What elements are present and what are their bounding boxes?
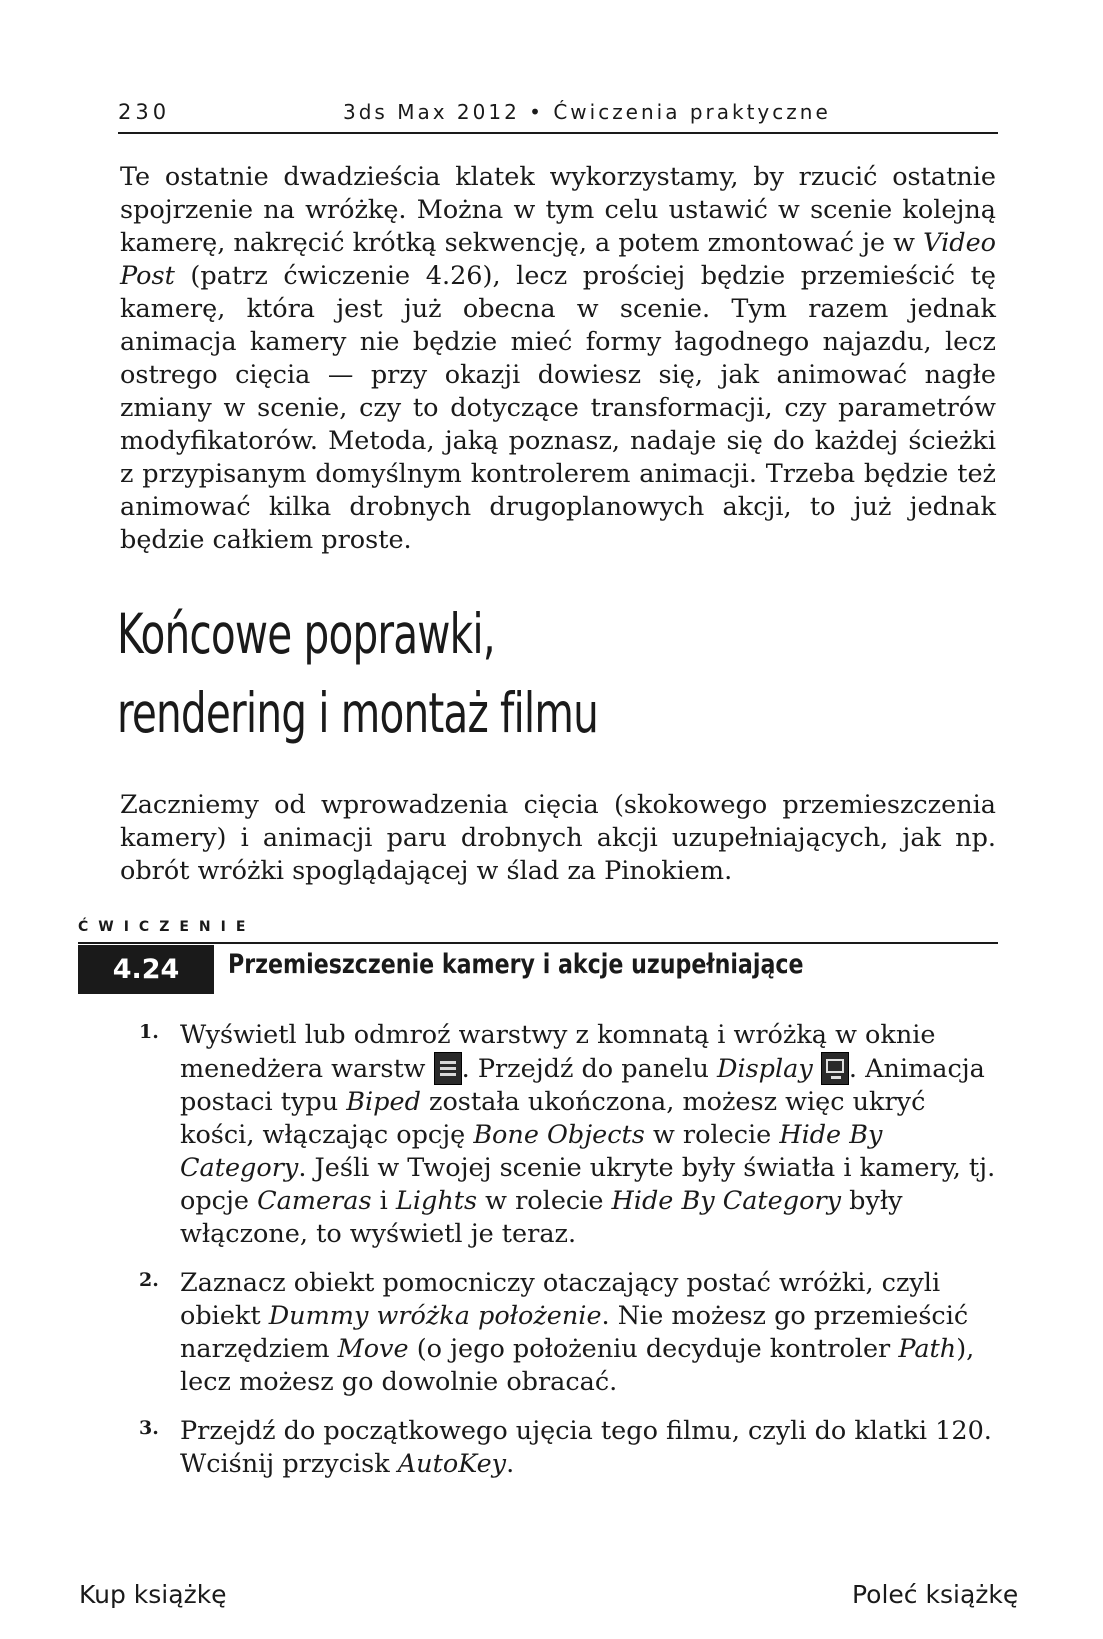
running-header — [118, 96, 998, 134]
step-text-part: . — [506, 1449, 515, 1479]
step-emphasis: Lights — [395, 1186, 478, 1216]
step-text-part: były włączone, to wyświetl je teraz. — [180, 1186, 903, 1249]
step-text-part: została ukończona, możesz więc ukryć kości, włączając opcję — [180, 1087, 926, 1150]
section-title-line2: rendering i montaż filmu — [117, 681, 598, 745]
step-2 — [130, 1267, 1000, 1399]
step-text-part: ), lecz możesz go dowolnie obracać. — [180, 1334, 975, 1397]
step-text-part: w rolecie — [477, 1186, 612, 1216]
exercise-title: Przemieszczenie kamery i akcje uzupełniające — [228, 949, 804, 980]
step-text-part: i — [371, 1186, 396, 1216]
step-3 — [130, 1415, 1000, 1481]
step-emphasis: Display — [717, 1054, 813, 1084]
step-text-part: . Przejdź do panelu — [461, 1054, 717, 1084]
step-number: 3. — [139, 1417, 159, 1439]
step-text — [180, 1019, 1000, 1251]
step-text-part — [813, 1054, 821, 1084]
step-text — [180, 1415, 1000, 1481]
layer-manager-icon — [434, 1052, 462, 1085]
step-emphasis: Cameras — [257, 1186, 372, 1216]
step-emphasis: Biped — [346, 1087, 421, 1117]
intro-emphasis: Video Post — [120, 228, 997, 291]
section-title — [117, 595, 839, 753]
step-emphasis: Hide By Category — [611, 1186, 842, 1216]
intro-paragraph — [120, 161, 996, 557]
step-1 — [130, 1019, 1000, 1251]
exercise-rule — [78, 942, 998, 944]
buy-book-link[interactable]: Kup książkę — [79, 1580, 227, 1609]
step-text-part: . Nie możesz go przemieścić narzędziem — [180, 1301, 969, 1364]
section-lead: Zaczniemy od wprowadzenia cięcia (skokowego przemieszczenia kamery) i animacji paru drobnych akcji uzupełniających, jak np. obrót wróżki spoglądającej w ślad za Pinokiem. — [120, 790, 996, 886]
step-text-part: Zaznacz obiekt pomocniczy otaczający postać wróżki, czyli obiekt — [180, 1268, 941, 1331]
step-emphasis: Bone Objects — [473, 1120, 645, 1150]
step-text-part: (o jego położeniu decyduje kontroler — [408, 1334, 899, 1364]
step-number: 2. — [139, 1269, 159, 1291]
step-emphasis: Move — [337, 1334, 409, 1364]
step-text-part: w rolecie — [644, 1120, 780, 1150]
step-text — [180, 1267, 1000, 1399]
recommend-book-link[interactable]: Poleć książkę — [852, 1580, 1019, 1609]
display-panel-icon — [821, 1052, 849, 1085]
running-title: 3ds Max 2012 • Ćwiczenia praktyczne — [343, 100, 831, 124]
section-title-line1: Końcowe poprawki, — [117, 602, 495, 666]
step-emphasis: AutoKey — [397, 1449, 507, 1479]
step-text-part: Przejdź do początkowego ujęcia tego filmu, czyli do klatki 120. Wciśnij przycisk — [180, 1416, 992, 1479]
step-text-part: . Animacja postaci typu — [180, 1054, 985, 1117]
intro-text: Te ostatnie dwadzieścia klatek wykorzystamy, by rzucić ostatnie spojrzenie na wróżkę. Można w tym celu ustawić w scenie kolejną kamerę, nakręcić krótką sekwencję, a potem zmontować je w — [120, 162, 996, 258]
page-number: 230 — [118, 100, 171, 124]
step-emphasis: Hide By Category — [180, 1120, 883, 1183]
step-number: 1. — [139, 1021, 159, 1043]
step-emphasis: Dummy wróżka położenie — [268, 1301, 602, 1331]
intro-text-cont: (patrz ćwiczenie 4.26), lecz prościej będzie przemieścić tę kamerę, która jest już obecna w scenie. Tym razem jednak animacja kamery nie będzie mieć formy łagodnego najazdu, lecz ostrego cięcia — przy okazji dowiesz się, jak animować nagłe zmiany w scenie, czy to dotyczące transformacji, czy parametrów modyfikatorów. Metoda, jaką poznasz, nadaje się do każdej ścieżki z przypisanym domyślnym kontrolerem animacji. Trzeba będzie też animować kilka drobnych drugoplanowych akcji, to już jednak będzie całkiem proste. — [120, 261, 996, 555]
exercise-kicker: ĆWICZENIE — [78, 919, 256, 935]
step-text-part: Wyświetl lub odmroź warstwy z komnatą i wróżką w oknie menedżera warstw — [180, 1020, 936, 1084]
step-text-part: . Jeśli w Twojej scenie ukryte były światła i kamery, tj. opcje — [180, 1153, 996, 1216]
steps-list — [130, 1019, 1000, 1497]
step-emphasis: Path — [898, 1334, 957, 1364]
exercise-number: 4.24 — [78, 945, 214, 994]
